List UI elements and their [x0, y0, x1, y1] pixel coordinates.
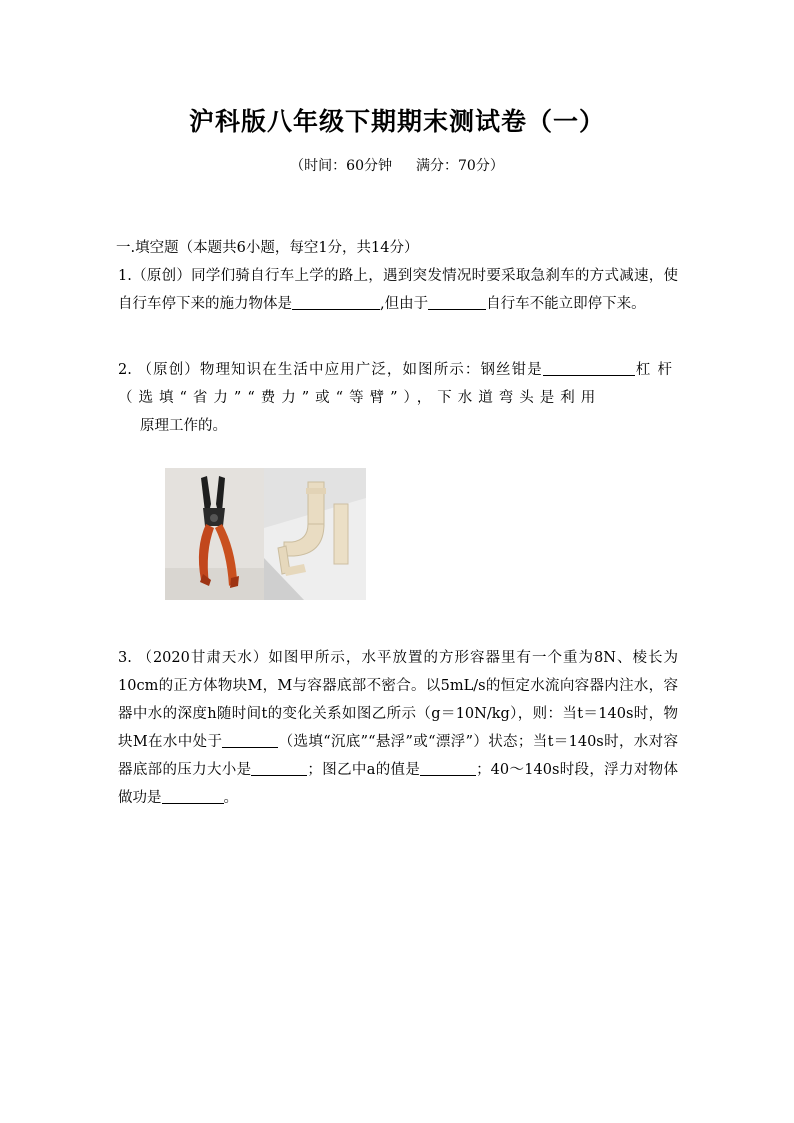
- q1-blank-1: [292, 293, 380, 310]
- total-score: 满分：70分）: [416, 158, 504, 174]
- q3-text-c: ；图乙中a的值是: [307, 762, 421, 778]
- q1-text-c: 自行车不能立即停下来。: [486, 296, 646, 312]
- q1-text-a: 1.（原创）同学们骑自行车上学的路上，遇到突发情况时要采取急刹车的方式减速，使自行车停下来的施力物体是: [118, 268, 678, 312]
- q3-blank-4: [162, 787, 224, 804]
- q2-text-c: 原理工作的。: [140, 418, 227, 434]
- pliers-photo: [165, 468, 264, 600]
- q1-blank-2: [428, 293, 486, 310]
- question-3: [118, 644, 678, 812]
- drain-pipe-image: [264, 468, 366, 600]
- q3-text-b: （选填“沉底”“悬浮”或“漂浮”）状态；当t＝140s时，水对容器底部的压力大小是: [118, 734, 678, 778]
- q3-text-e: 。: [223, 790, 238, 806]
- q3-text-a: 3. （2020甘肃天水）如图甲所示，水平放置的方形容器里有一个重为8N、棱长为10cm的正方体物块M，M与容器底部不密合。以5mL/s的恒定水流向容器内注水，容器中水的深度h随时间t的变化关系如图乙所示（g＝10N/kg），则：当t＝140s时，物块M在水中处于: [118, 650, 678, 750]
- q3-blank-2: [251, 759, 307, 776]
- question-2: [118, 356, 678, 440]
- q3-blank-3: [420, 759, 476, 776]
- time-limit: （时间：60分钟: [290, 158, 392, 174]
- question-1: [118, 262, 678, 318]
- section-heading: 一.填空题（本题共6小题，每空1分，共14分）: [116, 240, 419, 256]
- q2-blank-1: [543, 359, 635, 376]
- drain-pipe-photo: [264, 468, 366, 600]
- q2-text-a: 2. （原创）物理知识在生活中应用广泛，如图所示：钢丝钳是: [118, 362, 543, 378]
- exam-info: [0, 155, 794, 175]
- q3-blank-1: [222, 731, 278, 748]
- page-title: 沪科版八年级下期期末测试卷（一）: [188, 107, 605, 136]
- q1-text-b: ,但由于: [380, 296, 429, 312]
- pliers-image: [165, 468, 264, 600]
- q2-text-b: 杠杆（选填“省力”“费力”或“等臂”），下水道弯头是利用: [118, 362, 678, 406]
- q3-text-d: ；40～140s时段，浮力对物体做功是: [118, 762, 678, 806]
